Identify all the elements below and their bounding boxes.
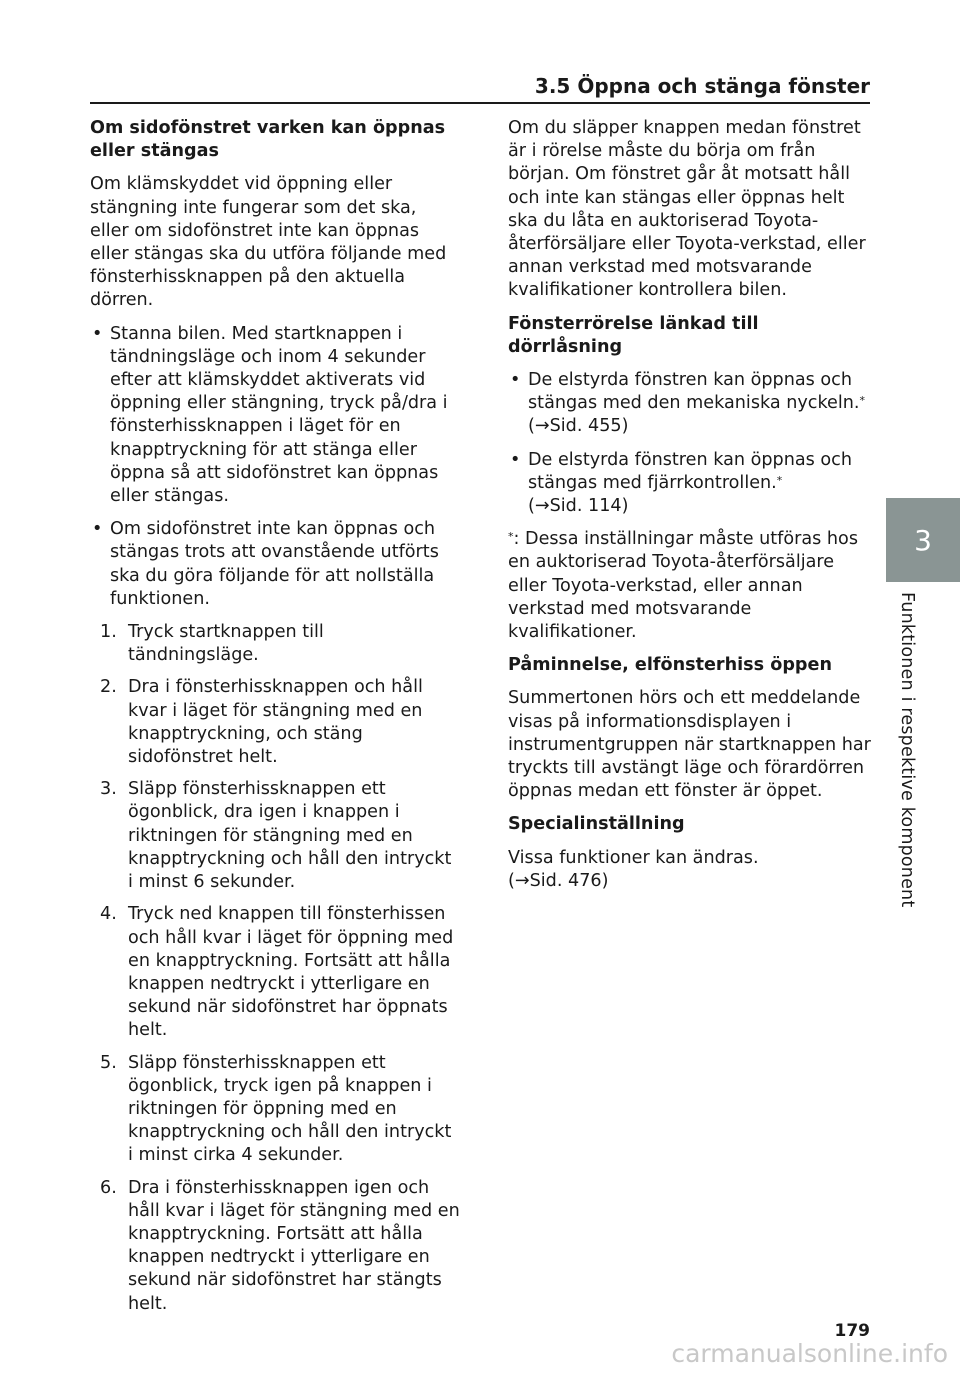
step-item	[100, 903, 460, 1042]
arrow-right-icon: →	[534, 416, 550, 437]
bullet-text: De elstyrda fönstren kan öppnas och stängas med fjärrkontrollen.	[528, 449, 852, 493]
release-paragraph: Om du släpper knappen medan fönstret är i rörelse måste du börja om från början. Om fönstret går åt motsatt håll och inte kan stängas eller öppnas helt ska du låta en auktoriserad Toyota-återförsäljare eller Toyota-verkstad, eller annan verkstad med motsvarande kvalifikationer kontrollera bilen.	[508, 118, 866, 301]
footnote-text: : Dessa inställningar måste utföras hos en auktoriserad Toyota-återförsäljare eller Toyota-verkstad, eller annan verkstad med motsvarande kvalifikationer.	[508, 529, 858, 643]
intro-paragraph: Om klämskyddet vid öppning eller stängning inte fungerar som det ska, eller om sidofönstret inte kan öppnas eller stängas ska du utföra följande med fönsterhissknappen på den aktuella dörren.	[90, 174, 447, 311]
footnote-marker: *	[859, 394, 865, 408]
step-item	[100, 1177, 460, 1316]
chapter-label: Funktionen i respektive komponent	[897, 592, 917, 908]
footnote-marker: *	[776, 473, 783, 487]
bullet-reset	[90, 518, 460, 611]
footnote-marker: *	[508, 530, 514, 544]
arrow-right-icon: →	[534, 496, 550, 517]
step-number: 1.	[100, 622, 117, 643]
heading-window-stuck: Om sidofönstret varken kan öppnas eller stängas	[90, 118, 446, 162]
step-item	[100, 778, 460, 894]
bullet-stop-car	[90, 323, 460, 509]
step-number: 3.	[100, 779, 117, 800]
page-number: 179	[834, 1321, 870, 1341]
chapter-number: 3	[914, 523, 932, 557]
step-text: Dra i fönsterhissknappen igen och håll kvar i läget för stängning med en knapptryckning. Fortsätt att hålla knappen nedtryckt i ytterligare en sekund när sidofönstret har stängts helt.	[128, 1177, 460, 1314]
chapter-tab	[886, 498, 960, 582]
heading-customization: Specialinställning	[508, 814, 685, 835]
bullet-text: De elstyrda fönstren kan öppnas och stängas med den mekaniska nyckeln.	[528, 370, 860, 414]
reset-steps-list	[90, 621, 460, 1316]
step-item	[100, 676, 460, 769]
arrow-right-icon: →	[514, 870, 530, 891]
bullet-dot-icon: •	[510, 370, 521, 391]
bullet-mechanical-key: • De elstyrda fönstren kan öppnas och stängas med den mekaniska nyckeln.* (→Sid. 455)	[510, 370, 865, 437]
bullet-remote-control: • De elstyrda fönstren kan öppnas och stängas med fjärrkontrollen.* (→Sid. 114)	[510, 449, 852, 517]
page-reference-link[interactable]: Sid. 114)	[549, 496, 629, 517]
watermark: carmanualsonline.info	[671, 1339, 948, 1368]
page-reference-link[interactable]: Sid. 476)	[529, 870, 609, 891]
bullet-dot-icon: •	[510, 449, 521, 470]
customization-paragraph: Vissa funktioner kan ändras. (→Sid. 476)	[508, 847, 759, 891]
step-number: 5.	[100, 1052, 117, 1073]
step-item	[100, 1052, 460, 1168]
heading-door-lock-link: Fönsterrörelse länkad till dörrlåsning	[508, 313, 759, 357]
bullet-text: Stanna bilen. Med startknappen i tändningsläge och inom 4 sekunder efter att klämskyddet aktiverats vid öppning eller stängning, tryck på/dra i fönsterhissknappen i läget för en knapptryckning för att stänga eller öppna så att sidofönstret kan öppnas eller stängas.	[110, 323, 448, 507]
step-number: 4.	[100, 904, 117, 925]
header-divider	[90, 102, 870, 104]
footnote	[508, 528, 873, 644]
customization-text: Vissa funktioner kan ändras.	[508, 847, 759, 868]
bullet-text: Om sidofönstret inte kan öppnas och stängas trots att ovanstående utförts ska du göra följande för att nollställa funktionen.	[110, 519, 439, 609]
step-text: Släpp fönsterhissknappen ett ögonblick, dra igen i knappen i riktningen för stängning med en knapptryckning och håll den intryckt i minst 6 sekunder.	[128, 779, 452, 893]
step-text: Tryck ned knappen till fönsterhissen och håll kvar i läget för öppning med en knapptryckning. Fortsätt att hålla knappen nedtryckt i ytterligare en sekund när sidofönstret har öppnats helt.	[128, 904, 454, 1041]
page-reference-link[interactable]: Sid. 455)	[549, 416, 629, 437]
step-number: 6.	[100, 1177, 117, 1198]
step-text: Dra i fönsterhissknappen och håll kvar i läget för stängning med en knapptryckning, och stäng sidofönstret helt.	[128, 677, 423, 768]
left-column	[90, 117, 460, 1325]
step-text: Tryck startknappen till tändningsläge.	[128, 622, 324, 666]
right-column	[508, 117, 873, 903]
reminder-paragraph: Summertonen hörs och ett meddelande visas på informationsdisplayen i instrumentgruppen när startknappen har tryckts till avstängt läge och förardörren öppnas medan ett fönster är öppet.	[508, 688, 871, 802]
section-title: 3.5 Öppna och stänga fönster	[534, 74, 870, 98]
bullet-dot-icon: •	[92, 519, 103, 540]
step-number: 2.	[100, 677, 117, 698]
step-item	[100, 621, 460, 667]
bullet-dot-icon: •	[92, 323, 103, 344]
step-text: Släpp fönsterhissknappen ett ögonblick, tryck igen på knappen i riktningen för öppning med en knapptryckning och håll den intryckt i minst cirka 4 sekunder.	[128, 1052, 452, 1166]
heading-window-reminder: Påminnelse, elfönsterhiss öppen	[508, 655, 832, 676]
